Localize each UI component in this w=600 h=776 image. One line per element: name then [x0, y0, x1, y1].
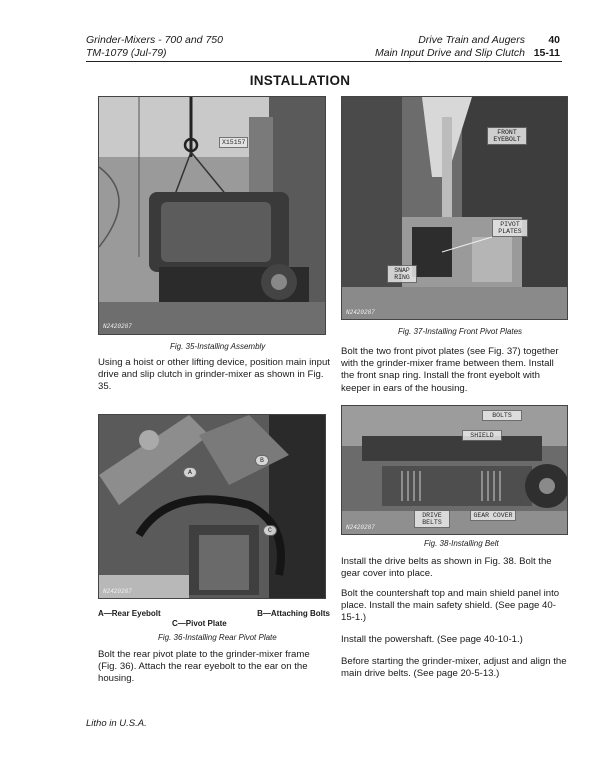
fig36-caption: Fig. 36-Installing Rear Pivot Plate [158, 633, 277, 642]
fig38-tag-shield: SHIELD [462, 430, 502, 441]
page-title: INSTALLATION [249, 73, 351, 88]
fig37-tag-snap-ring: SNAP RING [387, 265, 417, 283]
paragraph-shield-panel: Bolt the countershaft top and main shield panel into place. Install the main safety shield. (See page 40-15-1.) [341, 588, 560, 624]
fig36-photo [98, 414, 326, 599]
fig38-caption: Fig. 38-Installing Belt [424, 539, 499, 548]
header-manual-title: Grinder-Mixers - 700 and 750 [86, 34, 223, 46]
header-section-title: Drive Train and Augers [418, 34, 525, 46]
header-rule [86, 61, 562, 62]
fig36-legend-c: C—Pivot Plate [172, 619, 227, 628]
fig37-tag-front-eyebolt: FRONT EYEBOLT [487, 127, 527, 145]
page-number: 40 [548, 34, 560, 46]
paragraph-position-assembly: Using a hoist or other lifting device, position main input drive and slip clutch in grinder-mixer as shown in Fig. 35. [98, 357, 330, 393]
fig36-legend-a: A—Rear Eyebolt [98, 609, 161, 618]
paragraph-powershaft: Install the powershaft. (See page 40-10-1.) [341, 634, 523, 645]
fig37-photo [341, 96, 568, 320]
fig37-caption: Fig. 37-Installing Front Pivot Plates [398, 327, 523, 336]
fig35-photo [98, 96, 326, 335]
paragraph-rear-pivot-plate: Bolt the rear pivot plate to the grinder-mixer frame (Fig. 36). Attach the rear eyebolt to the ear on the housing. [98, 649, 310, 685]
fig35-caption: Fig. 35-Installing Assembly [170, 342, 266, 351]
paragraph-front-pivot-plates: Bolt the two front pivot plates (see Fig. 37) together with the grinder-mixer frame between them. Install the front snap ring. Install the front eyebolt with keeper in ears of the housing. [341, 346, 559, 394]
paragraph-drive-belts: Install the drive belts as shown in Fig. 38. Bolt the gear cover into place. [341, 556, 552, 580]
fig38-tag-gear-cover: GEAR COVER [470, 510, 516, 521]
header-manual-code: TM-1079 (Jul-79) [86, 47, 167, 59]
fig38-code: N2420287 [346, 524, 375, 531]
header-subsection-title: Main Input Drive and Slip Clutch [375, 47, 525, 59]
fig38-photo [341, 405, 568, 535]
fig38-tag-bolts: BOLTS [482, 410, 522, 421]
fig36-code: N2420287 [103, 588, 132, 595]
fig36-letter-b: B [255, 455, 269, 466]
paragraph-adjust-belts: Before starting the grinder-mixer, adjust and align the main drive belts. (See page 20-5-13.) [341, 656, 567, 680]
footer-litho: Litho in U.S.A. [86, 718, 147, 729]
fig37-code: N2420287 [346, 309, 375, 316]
fig35-code: N2420287 [103, 323, 132, 330]
fig37-tag-pivot-plates: PIVOT PLATES [492, 219, 528, 237]
fig36-legend-b: B—Attaching Bolts [257, 609, 330, 618]
fig38-tag-drive-belts: DRIVE BELTS [414, 510, 450, 528]
fig35-tag: X15157 [219, 137, 248, 148]
section-number: 15-11 [533, 47, 560, 59]
fig36-letter-a: A [183, 467, 197, 478]
fig36-letter-c: C [263, 525, 277, 536]
